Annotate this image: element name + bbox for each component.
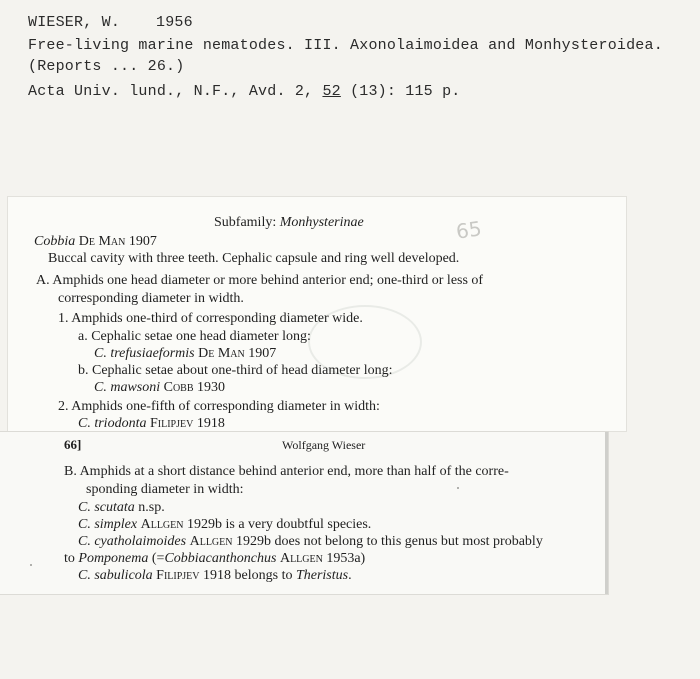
subfamily-label: Subfamily: (214, 215, 277, 230)
paper-speck (30, 564, 32, 566)
species-name: C. triodonta (78, 416, 147, 431)
note-text: to (64, 551, 75, 566)
note-text: 1929b does not belong to this genus but most probably (236, 534, 543, 549)
key-A-line2: corresponding diameter in width. (58, 291, 244, 306)
species-authority: Allgen (279, 551, 323, 566)
author-name: WIESER, W. (28, 14, 121, 31)
taxonomic-note (78, 533, 543, 551)
species-note: n.sp. (138, 500, 165, 515)
running-head: Wolfgang Wieser (282, 438, 366, 452)
key-A1a: a. Cephalic setae one head diameter long: (78, 329, 311, 344)
journal-name: Acta Univ. lund., N.F., Avd. 2, (28, 83, 314, 100)
handwritten-number: 65 (454, 216, 483, 244)
note-text: (= (151, 551, 165, 566)
species-authority: Filipjev (156, 568, 200, 583)
species-year: 1930 (197, 380, 226, 395)
species-name: C. trefusiaeformis (94, 346, 195, 361)
genus-heading (34, 233, 157, 251)
author-line (28, 12, 688, 33)
key-B-line2: sponding diameter in width: (86, 482, 244, 497)
key-B-line1: B. Amphids at a short distance behind anterior end, more than half of the corre- (64, 464, 509, 479)
species-name: C. scutata (78, 500, 135, 515)
note-text: 1953a) (326, 551, 366, 566)
genus-name: Cobbia (34, 234, 76, 249)
species-year: 1918 (196, 416, 225, 431)
paper-speck (457, 487, 459, 489)
taxonomic-note (78, 567, 352, 585)
species-entry (78, 415, 225, 433)
species-authority: Allgen (189, 534, 233, 549)
species-authority: Filipjev (149, 416, 194, 431)
species-authority: De Man (198, 346, 245, 361)
key-A-line1: A. Amphids one head diameter or more behind anterior end; one-third or less of (36, 273, 484, 288)
genus-authority: De Man (78, 234, 126, 249)
note-text: . (348, 568, 352, 583)
note-text: 1929b is a very doubtful species. (187, 517, 372, 532)
page-number: 66] (64, 437, 82, 452)
species-name: C. mawsoni (94, 380, 161, 395)
key-A1b: b. Cephalic setae about one-third of head diameter long: (78, 363, 393, 378)
synonym-name: Cobbiacanthonchus (164, 551, 277, 566)
genus-year: 1907 (128, 234, 157, 249)
species-name: C. simplex (78, 517, 138, 532)
species-name: C. sabulicola (78, 568, 153, 583)
species-authority: Allgen (140, 517, 184, 532)
series-note: (Reports ... 26.) (28, 58, 185, 75)
subfamily-heading (214, 214, 364, 232)
species-authority: Cobb (163, 380, 194, 395)
publication-title: Free-living marine nematodes. III. Axonolaimoidea and Monhysteroidea. (28, 37, 663, 54)
genus-name: Pomponema (78, 551, 149, 566)
genus-name: Theristus (295, 568, 349, 583)
journal-citation (28, 81, 688, 102)
species-entry (94, 345, 276, 363)
clipping-bottom (0, 432, 608, 594)
catalog-card-header (28, 12, 688, 102)
taxonomic-note (78, 516, 371, 534)
publication-year: 1956 (156, 14, 193, 31)
journal-pages: (13): 115 p. (350, 83, 461, 100)
note-text: 1918 belongs to (203, 568, 293, 583)
species-entry (78, 499, 165, 517)
clipping-top (8, 197, 626, 431)
species-year: 1907 (248, 346, 277, 361)
species-entry (94, 379, 225, 397)
key-A1: 1. Amphids one-third of corresponding diameter wide. (58, 311, 363, 326)
journal-volume: 52 (322, 83, 341, 100)
genus-description: Buccal cavity with three teeth. Cephalic capsule and ring well developed. (48, 251, 460, 266)
key-A2: 2. Amphids one-fifth of corresponding diameter in width: (58, 399, 380, 414)
taxonomic-note-continued (64, 550, 365, 568)
species-name: C. cyatholaimoides (78, 534, 187, 549)
subfamily-name: Monhysterinae (279, 215, 364, 230)
